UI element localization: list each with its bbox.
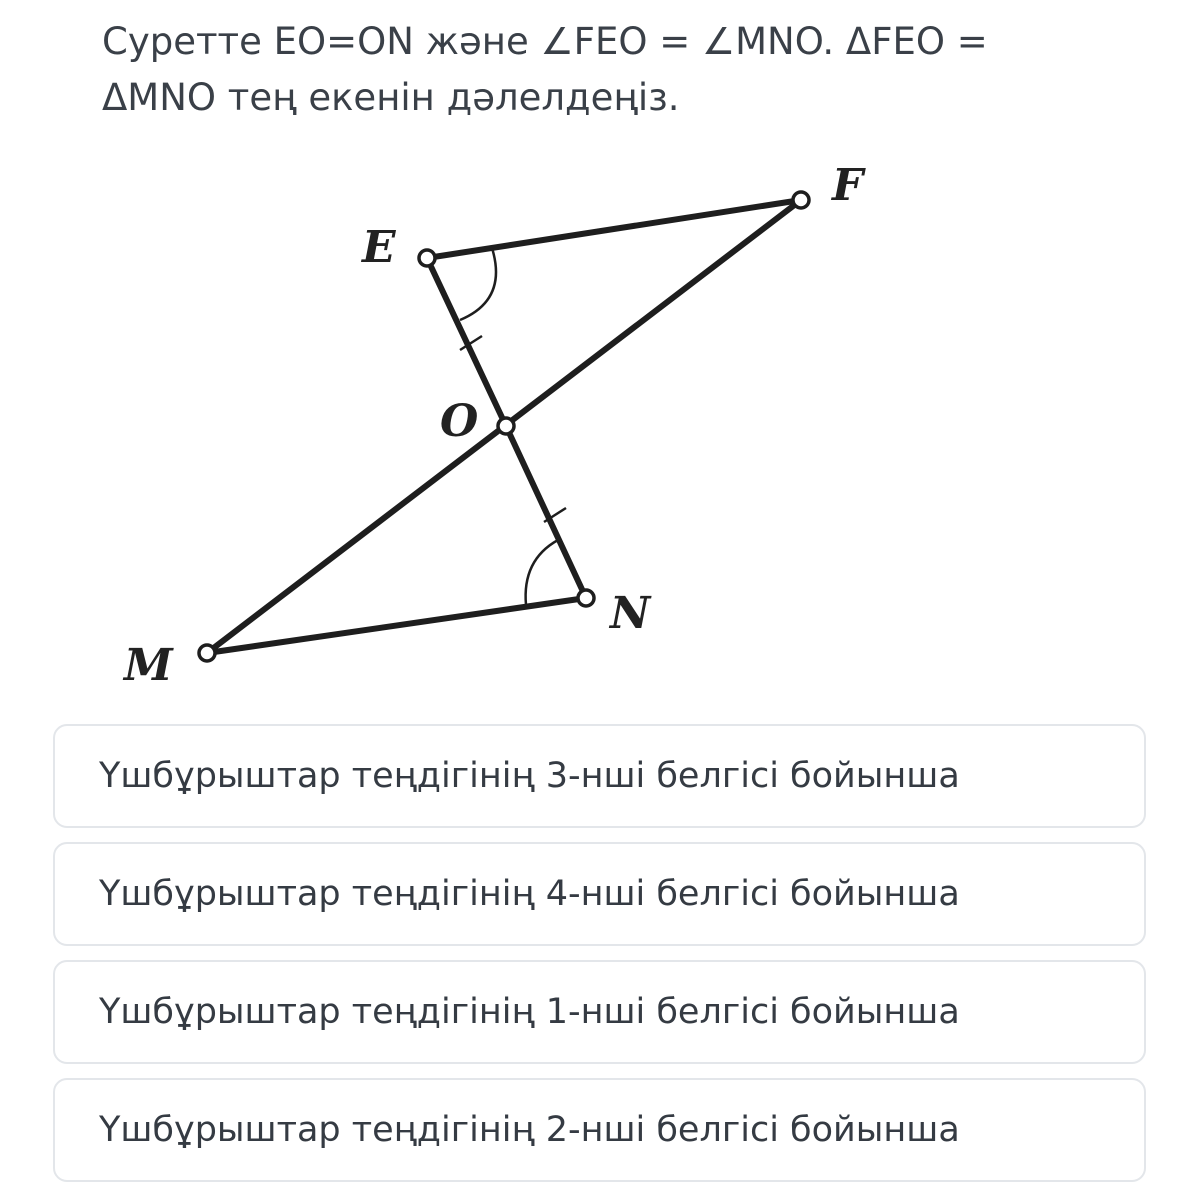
- segment-ef: [427, 200, 801, 258]
- question-text: [102, 14, 1102, 126]
- point-e: [419, 250, 435, 266]
- label-o: O: [440, 396, 479, 447]
- answer-option-2[interactable]: [53, 842, 1146, 946]
- segment-on: [506, 426, 586, 598]
- angle-arc-n: [526, 540, 558, 605]
- triangle-diagram: [100, 150, 920, 710]
- label-m: M: [124, 640, 173, 691]
- answer-option-1[interactable]: [53, 724, 1146, 828]
- point-n: [578, 590, 594, 606]
- angle-arc-e: [460, 248, 496, 320]
- answer-option-label: Үшбұрыштар теңдігінің 4-нші белгісі бойынша: [99, 874, 960, 914]
- question-line-1: Суретте EO=ON және ∠FEO = ∠MNO. ΔFEO =: [102, 20, 988, 63]
- answer-option-label: Үшбұрыштар теңдігінің 2-нші белгісі бойынша: [99, 1110, 960, 1150]
- point-f: [793, 192, 809, 208]
- answer-option-label: Үшбұрыштар теңдігінің 3-нші белгісі бойынша: [99, 756, 960, 796]
- label-f: F: [832, 160, 864, 211]
- question-line-2: ΔMNO тең екенін дәлелдеңіз.: [102, 76, 680, 119]
- point-o: [498, 418, 514, 434]
- label-n: N: [610, 588, 651, 639]
- answer-option-4[interactable]: [53, 1078, 1146, 1182]
- geometry-figure: [100, 150, 920, 710]
- label-e: E: [362, 222, 396, 273]
- answer-options: [53, 724, 1146, 1196]
- point-m: [199, 645, 215, 661]
- answer-option-label: Үшбұрыштар теңдігінің 1-нші белгісі бойынша: [99, 992, 960, 1032]
- answer-option-3[interactable]: [53, 960, 1146, 1064]
